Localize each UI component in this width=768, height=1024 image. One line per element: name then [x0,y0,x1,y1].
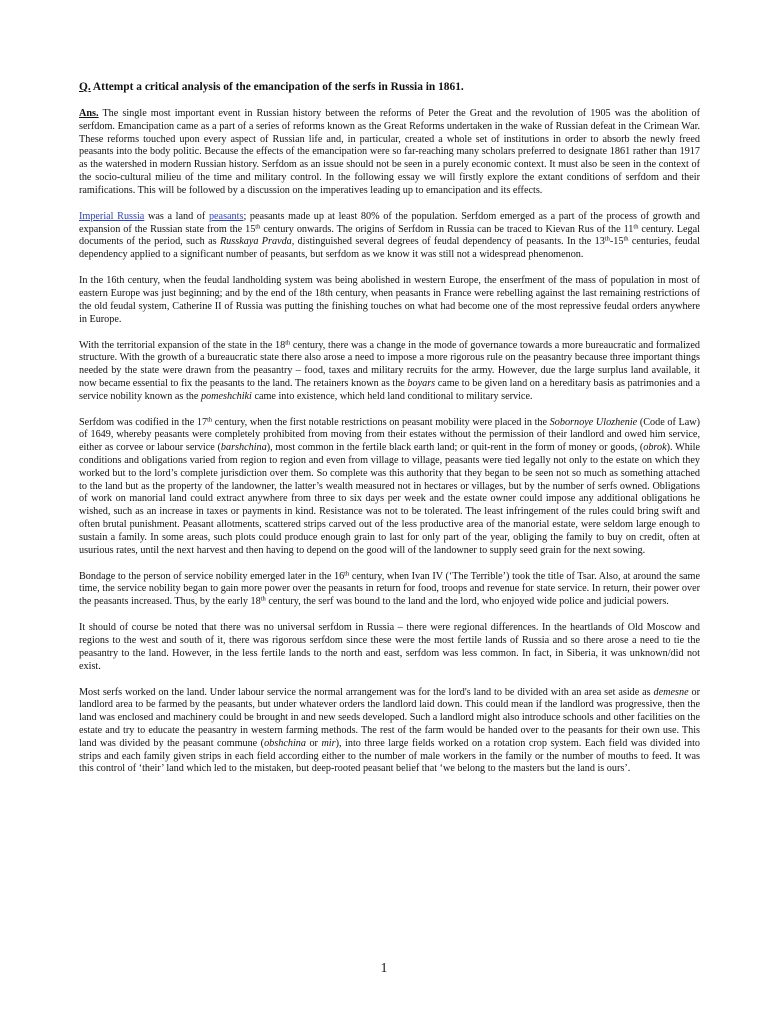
superscript: th [344,570,350,578]
italic-term: boyars [407,377,436,389]
document-page [79,80,700,789]
text-run: came to be given land on a hereditary basis as patrimonies and a service nobility known as the [79,377,700,402]
text-run: or [305,737,322,749]
text-run: ; peasants made up at least 80% of the population. Serfdom emerged as a part of the process of growth and expansion of the Russian state from the 15 [79,210,700,235]
text-run: ). While conditions and obligations varied from region to region and even from village to village, peasants were tied legally not only to the estate on which they worked but to the lord’s complete jurisdiction over them. So complete was this authority that they began to be seen not so much as something attached to the land but as the property of the landowner, the latter’s wealth measured not in hectares or villages, but by the number of serfs owned. Obligations of work on manorial land could extract anywhere from three to six days per week and the estate owner could impose any additional obligations he wished, such as an increase in taxes or payments in kind. Resistance was not to be tolerated. The least infringement of the rules could bring swift and often brutal punishment. Peasant allotments, scattered strips carved out of the less productive area of the manorial estate, were seldom large enough to sustain a family. In some areas, such plots could produce enough grain to last for only part of the year, obliging the family to buy on credit, often at usurious rates, until the next harvest and then having to depend on the good will of the landowner to supply seed grain for the next sowing. [79,442,700,556]
question-heading [79,80,700,94]
italic-term: Sobornoye Ulozhenie [549,416,638,428]
text-run: came into existence, which held land conditional to military service. [251,390,533,402]
text-run: , distinguished several degrees of feudal dependency of peasants. In the 13 [291,236,605,248]
italic-term: barshchina [220,442,267,454]
question-label: Q. [79,81,91,93]
superscript: th [285,339,291,347]
superscript: th [604,235,610,243]
italic-term: obrok [643,442,667,454]
paragraph-serfdom-codified [79,417,700,558]
text-run: Bondage to the person of service nobility emerged later in the 16 [79,570,345,582]
text-run: century onwards. The origins of Serfdom in Russia can be traced to Kievan Rus of the 11 [260,223,634,235]
paragraph-bondage [79,571,700,609]
text-run: ), into three large fields worked on a rotation crop system. Each field was divided into strips and each family given strips in each field according either to the number of male workers in the family or the number of mouths to feed. It was this control of ‘their’ land which led to the mistaken, but deep-rooted peasant belief that ‘we belong to the masters but the land is ours’. [79,737,700,775]
text-run: century, there was a change in the mode of governance towards a more bureaucratic and formalized structure. With the growth of a bureaucratic state there also arose a need to impose a more rigorous rule on the peasantry because three important things needed by the state were drawn from the peasantry – food, taxes and military recruits for the army. However, due the large surplus land available, it now became essential to fix the peasants to the land. The retainers known as the [79,339,700,389]
text-run: centuries, feudal dependency applied to a significant number of peasants, but serfdom as we know it was still not a widespread phenomenon. [79,236,700,261]
superscript: th [623,235,629,243]
paragraph-intro-text: The single most important event in Russian history between the reforms of Peter the Great and the revolution of 1905 was the abolition of serfdom. Emancipation came as a part of a series of reforms known as the Great Reforms undertaken in the wake of Russian defeat in the Crimean War. These reforms touched upon every aspect of Russian life and, in particular, created a whole set of institutions in order to absorb the newly freed peasants into the body politic. Because the effects of the emancipation were so far-reaching many scholars preferred to designate 1861 rather than 1917 as the watershed in modern Russian history. Serfdom as an issue should not be seen in a purely economic context. It must also be seen in the context of the socio-cultural milieu of the time and military control. In the following essay we will firstly explore the extant conditions of serfdom and their ramifications. This will be followed by a discussion on the imperatives leading up to emancipation and its effects. [79,108,700,196]
page-number: 1 [380,960,388,975]
peasants-link[interactable]: peasants [208,210,244,222]
italic-term: obshchina [264,737,306,749]
text-run: (Code of Law) of 1649, whereby peasants were completely prohibited from moving from their estates without the permission of their landlord and owed him service, either as corvee or labour service ( [79,416,700,454]
text-run: ), most common in the fertile black earth land; or quit-rent in the form of money or goods, ( [266,442,644,454]
paragraph-intro [79,108,700,198]
text-run: Most serfs worked on the land. Under labour service the normal arrangement was for the lord's land to be divided with an area set aside as [79,686,654,698]
paragraph-imperial-russia [79,211,700,262]
superscript: th [207,416,213,424]
text-run: century, when Ivan IV (‘The Terrible’) took the title of Tsar. Also, at around the same time, the service nobility began to gain more power over the peasants in return for food, troops and revenue for state service. In return, their power over the peasants increased. Thus, by the early 18 [79,570,701,608]
paragraph-16th-century: In the 16th century, when the feudal landholding system was being abolished in western Europe, the enserfment of the mass of population in most of eastern Europe was just beginning; and by the end of the 18th century, when peasants in France were rebelling against the last remaining restrictions of the old feudal system, Catherine II of Russia was putting the finishing touches on what had become one of the most repressive feudal orders anywhere in Europe. [79,275,700,325]
text-run: or landlord area to be farmed by the peasants, but under whatever orders the landlord laid down. This could mean if the landlord was progressive, then the land was enclosed and machinery could be brought in and new seeds developed. Such a landlord might also introduce schools and other facilities on the estate and try to educate the peasantry in western farming methods. The rest of the farm would be handed over to the peasants for their own use. This land was divided by the peasant commune ( [79,686,700,749]
paragraph-serfs-worked-land [79,687,700,777]
text-run: century. Legal documents of the period, such as [79,223,701,248]
superscript: th [255,223,261,231]
imperial-russia-link[interactable]: Imperial Russia [79,210,145,222]
paragraph-regional-differences: It should of course be noted that there was no universal serfdom in Russia – there were regional differences. In the heartlands of Old Moscow and regions to the west and south of it, there was rigorous serfdom since these were the most fertile lands of Russia and so there arose a need to tie the peasantry to the land. However, in the less fertile lands to the north and east, serfdom was less common. In fact, in Siberia, it was unknown/did not exist. [79,622,700,672]
italic-term: demesne [653,686,689,698]
text-run: century, the serf was bound to the land and the lord, who enjoyed wide police and judicial powers. [265,596,669,608]
text-run: With the territorial expansion of the state in the 18 [79,339,286,351]
question-text: Attempt a critical analysis of the emancipation of the serfs in Russia in 1861. [90,81,464,93]
text-run: century, when the first notable restrictions on peasant mobility were placed in the [212,416,550,428]
text-run: was a land of [144,210,209,222]
italic-term: mir [321,737,336,749]
text-run: Serfdom was codified in the 17 [79,416,208,428]
superscript: th [633,223,639,231]
paragraph-territorial-expansion [79,340,700,404]
superscript: th [260,595,266,603]
italic-term: pomeshchiki [200,390,252,402]
italic-term: Russkaya Pravda [219,236,292,248]
text-run: -15 [609,236,624,248]
answer-label: Ans. [79,108,99,119]
